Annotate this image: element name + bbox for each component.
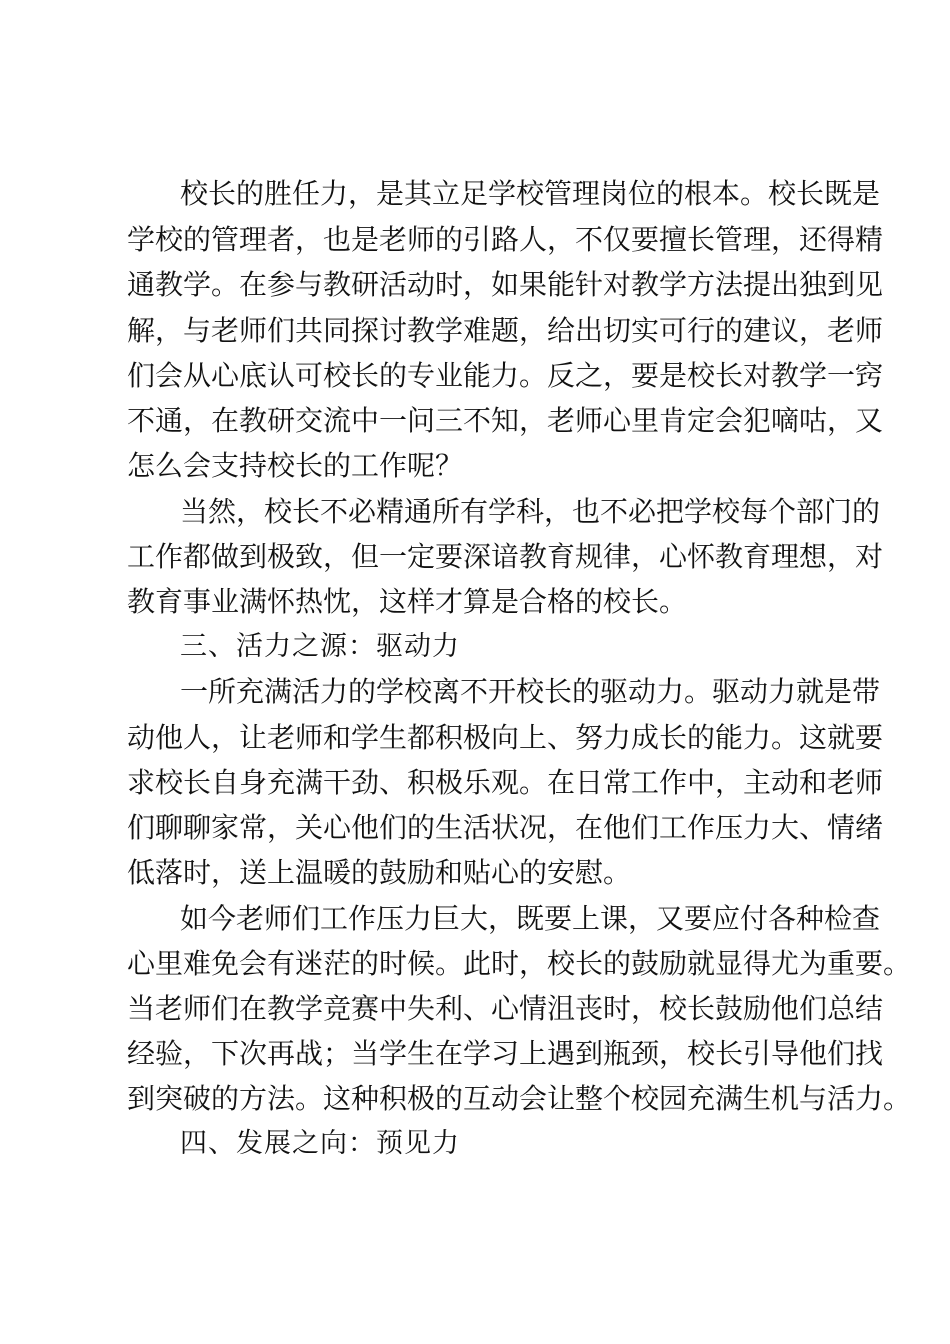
paragraph-4-line-4: 经验，下次再战；当学生在学习上遇到瓶颈，校长引导他们找 [127,1037,884,1070]
paragraph-1-line-7: 怎么会支持校长的工作呢？ [127,449,464,482]
section-heading-3: 三、活力之源：驱动力 [180,631,460,662]
paragraph-1-line-1: 校长的胜任力，是其立足学校管理岗位的根本。校长既是 [180,177,881,210]
paragraph-1-line-3: 通教学。在参与教研活动时，如果能针对教学方法提出独到见 [127,268,884,301]
paragraph-2-line-2: 工作都做到极致，但一定要深谙教育规律，心怀教育理想，对 [127,540,884,573]
paragraph-2-line-3: 教育事业满怀热忱，这样才算是合格的校长。 [127,585,688,618]
paragraph-4-line-2: 心里难免会有迷茫的时候。此时，校长的鼓励就显得尤为重要。 [127,947,912,980]
paragraph-4-line-3: 当老师们在教学竞赛中失利、心情沮丧时，校长鼓励他们总结 [127,992,884,1025]
paragraph-2-line-1: 当然，校长不必精通所有学科，也不必把学校每个部门的 [180,495,881,528]
paragraph-4-line-1: 如今老师们工作压力巨大，既要上课，又要应付各种检查 [180,902,881,935]
paragraph-1-line-2: 学校的管理者，也是老师的引路人，不仅要擅长管理，还得精 [127,223,884,256]
paragraph-3-line-1: 一所充满活力的学校离不开校长的驱动力。驱动力就是带 [180,675,881,708]
paragraph-1-line-6: 不通，在教研交流中一问三不知，老师心里肯定会犯嘀咕，又 [127,404,884,437]
paragraph-3-line-2: 动他人，让老师和学生都积极向上、努力成长的能力。这就要 [127,721,884,754]
section-heading-4: 四、发展之向：预见力 [180,1128,460,1159]
paragraph-1-line-5: 们会从心底认可校长的专业能力。反之，要是校长对教学一窍 [127,359,884,392]
paragraph-3-line-3: 求校长自身充满干劲、积极乐观。在日常工作中，主动和老师 [127,766,884,799]
paragraph-4-line-5: 到突破的方法。这种积极的互动会让整个校园充满生机与活力。 [127,1082,912,1115]
paragraph-1-line-4: 解，与老师们共同探讨教学难题，给出切实可行的建议，老师 [127,314,884,347]
paragraph-3-line-5: 低落时，送上温暖的鼓励和贴心的安慰。 [127,856,632,889]
paragraph-3-line-4: 们聊聊家常，关心他们的生活状况，在他们工作压力大、情绪 [127,811,884,844]
